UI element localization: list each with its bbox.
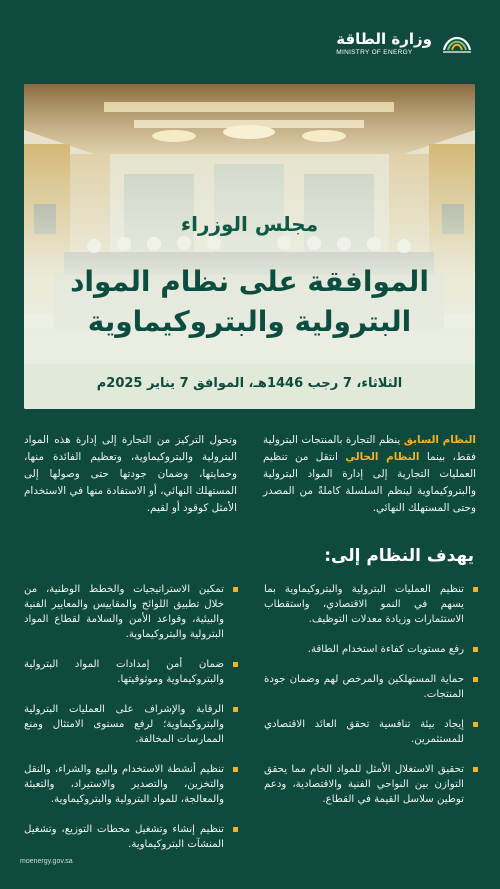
aim-item: ضمان أمن إمدادات المواد البترولية والبتروكيماوية وموثوقيتها. bbox=[24, 657, 238, 687]
logo-arabic-text: وزارة الطاقة bbox=[336, 29, 432, 48]
current-system-label: النظام الحالي bbox=[345, 451, 420, 463]
aims-title: يهدف النظام إلى: bbox=[324, 546, 474, 566]
council-title: مجلس الوزراء bbox=[180, 212, 319, 236]
headline-line-2: البترولية والبتروكيماوية bbox=[87, 305, 412, 338]
intro-paragraph-left: وتحول التركيز من التجارة إلى إدارة هذه المواد البترولية والبتروكيماوية، وتعظيم الفائدة منها، وحمايتها، وضمان جودتها حتى وصولها إلى المستهلك النهائي، أو الاستفادة منها في الاستخدام الأمثل كوقود أو لقيم. bbox=[24, 434, 237, 514]
aim-item: الرقابة والإشراف على العمليات البترولية والبتروكيماوية؛ لرفع مستوى الامتثال ومنع الممارسات المخالفة. bbox=[24, 702, 238, 747]
aim-item: تنظيم أنشطة الاستخدام والبيع والشراء، والنقل والتخزين، والتصدير والاستيراد، والتعبئة والمعالجة، للمواد البترولية والبتروكيماوية. bbox=[24, 762, 238, 807]
logo-english-text: MINISTRY OF ENERGY bbox=[336, 48, 413, 56]
headline-line-1: الموافقة على نظام المواد bbox=[70, 265, 429, 298]
aim-item: رفع مستويات كفاءة استخدام الطاقة. bbox=[264, 642, 478, 657]
headline bbox=[24, 262, 475, 342]
aim-item: إيجاد بيئة تنافسية تحقق العائد الاقتصادي للمستثمرين. bbox=[264, 717, 478, 747]
aims-section bbox=[24, 582, 478, 852]
intro-text-2: انتقل من تنظيم العمليات التجارية إلى إدارة المواد البترولية والبتروكيماوية لينظم السلسلة كاملةً من المصدر وحتى المستهلك النهائي. bbox=[263, 451, 476, 514]
council-photo-banner bbox=[24, 84, 475, 409]
aims-column-left bbox=[24, 582, 238, 852]
intro-paragraph-right bbox=[263, 432, 476, 517]
aim-item: تنظيم العمليات البترولية والبتروكيماوية بما يسهم في النمو الاقتصادي، واستقطاب الاستثمارات وزيادة معدلات التوظيف. bbox=[264, 582, 478, 627]
aim-item: تمكين الاستراتيجيات والخطط الوطنية، من خلال تطبيق اللوائح والمقاييس والمعايير الفنية والبيئية، وقواعد الأمن والسلامة لقطاع المواد البترولية والبتروكيماوية. bbox=[24, 582, 238, 642]
aim-item: تنظيم إنشاء وتشغيل محطات التوزيع، وتشغيل المنشآت البتروكيماوية. bbox=[24, 822, 238, 852]
logo-mark-icon bbox=[440, 28, 474, 58]
previous-system-label: النظام السابق bbox=[403, 434, 476, 446]
aim-item: حماية المستهلكين والمرخص لهم وضمان جودة المنتجات. bbox=[264, 672, 478, 702]
aim-item: تحقيق الاستغلال الأمثل للمواد الخام مما يحقق التوازن بين النواحي الفنية والاقتصادية، ودعم توطين سلاسل القيمة في القطاع. bbox=[264, 762, 478, 807]
intro-section bbox=[24, 432, 476, 517]
aims-column-right bbox=[264, 582, 478, 852]
intro-text-1: ينظم التجارة بالمنتجات البترولية فقط، بينما bbox=[263, 434, 476, 463]
ministry-logo bbox=[336, 28, 474, 58]
announcement-date: الثلاثاء، 7 رجب 1446هـ، الموافق 7 يناير 2025م bbox=[96, 376, 403, 391]
website-url: moenergy.gov.sa bbox=[20, 858, 73, 865]
